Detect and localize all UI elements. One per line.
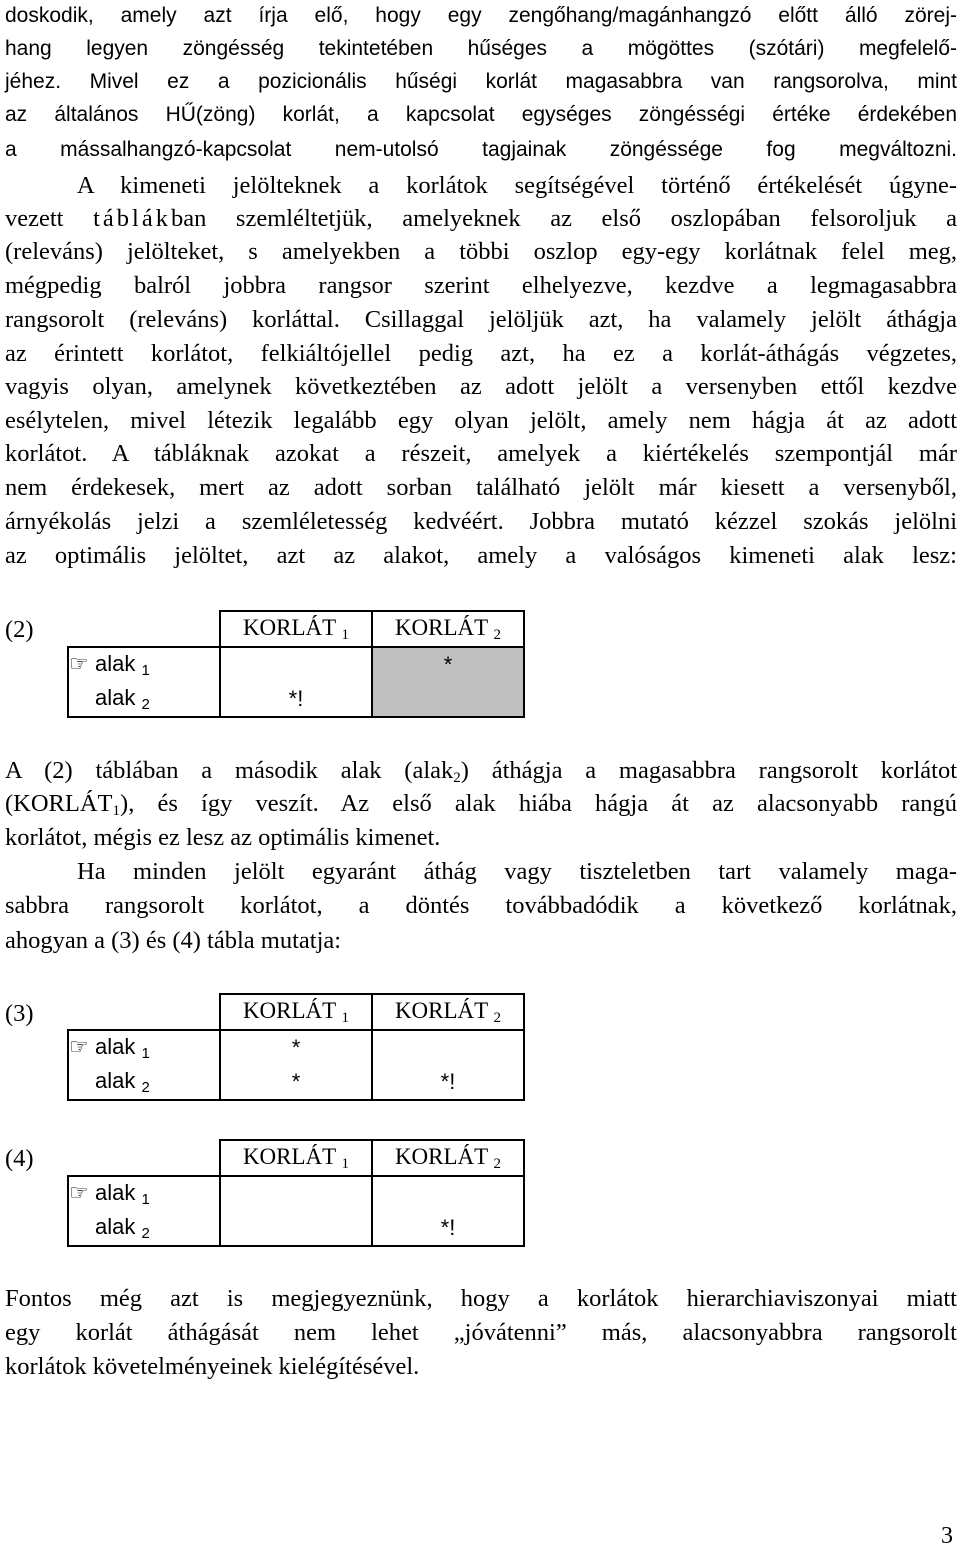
paragraph2-line: nem érdekesek, mert az adott sorban található jelölt már kiesett a versenyből,	[5, 474, 957, 501]
paragraph1-line: az általános HŰ(zöng) korlát, a kapcsolat egységes zöngésségi értéke érdekében	[5, 103, 957, 126]
violation-cell: *	[372, 647, 524, 682]
paragraph2-line: árnyékolás jelzi a szemléletesség kedvéért. Jobbra mutató kézzel szokás jelölni	[5, 508, 957, 535]
pointing-hand-icon: ☞	[69, 1180, 89, 1205]
header-empty-cell	[68, 994, 220, 1030]
header-empty-cell	[68, 611, 220, 647]
paragraph1-line: jéhez. Mivel ez a pozicionális hűségi korlát magasabbra van rangsorolva, mint	[5, 70, 957, 93]
candidate-label: alak $_2$	[95, 1214, 150, 1242]
candidate-cell	[68, 1065, 220, 1100]
paragraph3-line: $(KORLÁT_1)$, és így veszít. Az első alak hiába hágja át az alacsonyabb rangú	[5, 790, 957, 819]
paragraph4-line: ahogyan a (3) és (4) tábla mutatja:	[5, 927, 342, 954]
violation-cell	[372, 1176, 524, 1211]
constraint-2-header: KORLÁT $_2$	[372, 611, 524, 647]
constraint-2-header: KORLÁT $_2$	[372, 1140, 524, 1176]
tableau-4	[67, 1139, 525, 1247]
paragraph2-line: vagyis olyan, amelynek következtében az adott jelölt a versenyben ettől kezdve	[5, 373, 957, 400]
violation-cell	[220, 1176, 372, 1211]
candidate-label: alak $_2$	[95, 1068, 150, 1096]
table4-number: (4)	[5, 1145, 34, 1172]
paragraph1-line: hang legyen zöngésség tekintetében hűséges a mögöttes (szótári) megfelelő-	[5, 37, 957, 60]
paragraph2-line: az érintett korlátot, felkiáltójellel pedig azt, ha ez a korlát-áthágás végzetes,	[5, 340, 957, 367]
paragraph5-line: Fontos még azt is megjegyeznünk, hogy a korlátok hierarchiaviszonyai miatt	[5, 1285, 957, 1312]
paragraph2-line: korlátot. A tábláknak azokat a részeit, amelyek a kiértékelés szempontjál már	[5, 440, 957, 467]
header-empty-cell	[68, 1140, 220, 1176]
constraint-2-header: KORLÁT $_2$	[372, 994, 524, 1030]
violation-cell: *!	[372, 1211, 524, 1246]
paragraph3-line: korlátot, mégis ez lesz az optimális kimenet.	[5, 824, 441, 851]
paragraph2-line: mégpedig balról jobbra rangsor szerint elhelyezve, kezdve a legmagasabbra	[5, 272, 957, 299]
text: ban szemléltetjük, amelyeknek az első oszlopában felsoroljuk a	[170, 205, 958, 232]
paragraph1-line: a mássalhangzó-kapcsolat nem-utolsó tagjainak zöngéssége fog megváltozni.	[5, 138, 957, 161]
constraint-1-header: KORLÁT $_1$	[220, 611, 372, 647]
constraint-1-header: KORLÁT $_1$	[220, 994, 372, 1030]
paragraph5-line: korlátok követelményeinek kielégítésével.	[5, 1353, 420, 1380]
tableau-3	[67, 993, 525, 1101]
violation-cell	[372, 682, 524, 717]
table2-number: (2)	[5, 616, 34, 643]
violation-cell: *!	[220, 682, 372, 717]
paragraph5-line: egy korlát áthágását nem lehet „jóvátenni” más, alacsonyabbra rangsorolt	[5, 1319, 957, 1346]
paragraph2-line	[5, 207, 957, 232]
paragraph4-line: Ha minden jelölt egyaránt áthág vagy tiszteletben tart valamely maga-	[77, 858, 957, 885]
candidate-label: alak $_1$	[95, 651, 150, 679]
paragraph2-line: esélytelen, mivel létezik legalább egy olyan jelölt, amely nem hágja át az adott	[5, 407, 957, 434]
candidate-cell	[68, 647, 220, 682]
candidate-cell	[68, 682, 220, 717]
paragraph3-line: A (2) táblában a második alak (alak$_2$) áthágja a magasabbra rangsorolt korlátot	[5, 757, 958, 786]
table3-number: (3)	[5, 1000, 34, 1027]
tableau-2	[67, 610, 525, 718]
paragraph2-line: (releváns) jelölteket, s amelyekben a többi oszlop egy-egy korlátnak felel meg,	[5, 238, 957, 265]
pointing-hand-icon: ☞	[69, 1034, 89, 1059]
text: vezett	[5, 205, 64, 232]
violation-cell	[220, 1211, 372, 1246]
constraint-1-header: KORLÁT $_1$	[220, 1140, 372, 1176]
violation-cell: *	[220, 1030, 372, 1065]
paragraph4-line: sabbra rangsorolt korlátot, a döntés továbbadódik a következő korlátnak,	[5, 892, 957, 919]
paragraph2-line: az optimális jelöltet, azt az alakot, amely a valóságos kimeneti alak lesz:	[5, 542, 957, 569]
candidate-label: alak $_2$	[95, 685, 150, 713]
candidate-cell	[68, 1211, 220, 1246]
candidate-label: alak $_1$	[95, 1180, 150, 1208]
candidate-label: alak $_1$	[95, 1034, 150, 1062]
paragraph1-line: doskodik, amely azt írja elő, hogy egy zengőhang/magánhangzó előtt álló zörej-	[5, 4, 957, 27]
page-number: 3	[941, 1523, 953, 1549]
violation-cell	[372, 1030, 524, 1065]
paragraph2-line: A kimeneti jelölteknek a korlátok segítségével történő értékelését úgyne-	[77, 172, 957, 199]
violation-cell: *	[220, 1065, 372, 1100]
paragraph2-line: rangsorolt (releváns) korláttal. Csillaggal jelöljük azt, ha valamely jelölt áthágja	[5, 306, 957, 333]
pointing-hand-icon: ☞	[69, 651, 89, 676]
violation-cell: *!	[372, 1065, 524, 1100]
candidate-cell	[68, 1176, 220, 1211]
emphasis-text: táblák	[93, 205, 171, 232]
violation-cell	[220, 647, 372, 682]
candidate-cell	[68, 1030, 220, 1065]
